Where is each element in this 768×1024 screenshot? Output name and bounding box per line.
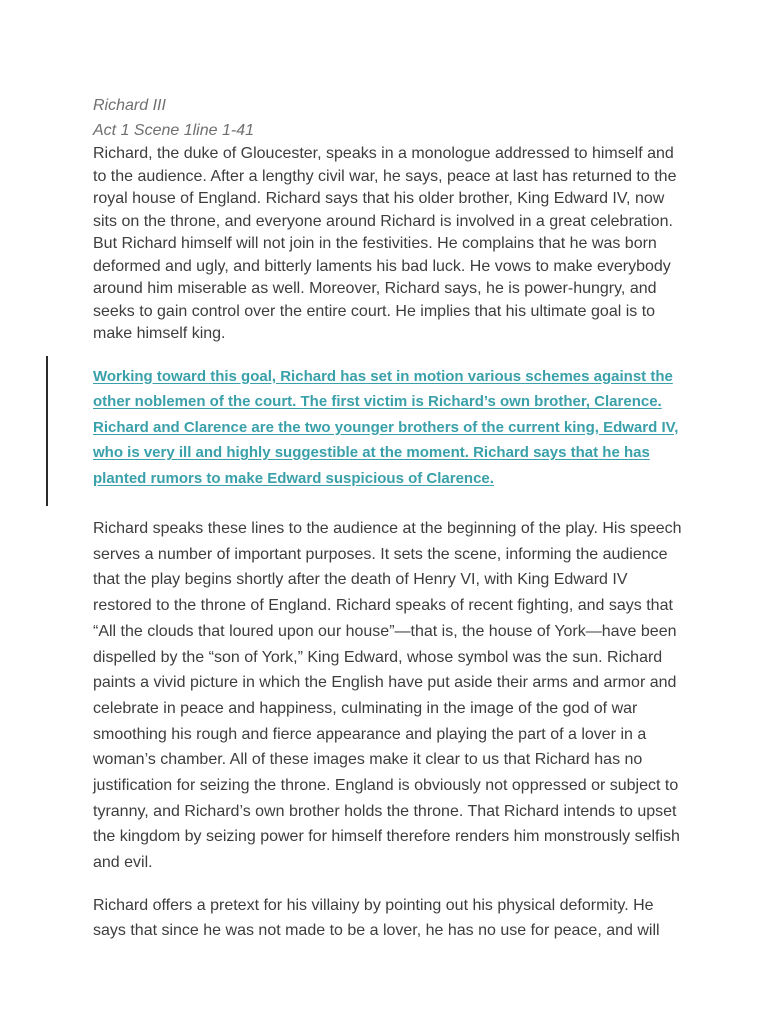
summary-paragraph-1: Richard, the duke of Gloucester, speaks in a monologue addressed to himself and to the audience. After a lengthy civil war, he says, peace at last has returned to the royal house of England. Richard says that his older brother, King Edward IV, now sits on the throne, and everyone around Richard is involved in a great celebration. But Richard himself will not join in the festivities. He complains that he was born deformed and ugly, and bitterly laments his bad luck. He vows to make everybody around him miserable as well. Moreover, Richard says, he is power-hungry, and seeks to gain control over the entire court. He implies that his ultimate goal is to make himself king. — [93, 145, 677, 342]
document-title: Richard III — [93, 97, 166, 114]
revision-margin-bar — [46, 356, 48, 506]
document-subtitle: Act 1 Scene 1line 1-41 — [93, 122, 254, 139]
analysis-paragraph-2: Richard offers a pretext for his villainy by pointing out his physical deformity. He says that since he was not made to be a lover, he has no use for peace, and will — [93, 896, 660, 940]
analysis-paragraph-1: Richard speaks these lines to the audience at the beginning of the play. His speech serves a number of important purposes. It sets the scene, informing the audience that the play begins shortly after the death of Henry VI, with King Edward IV restored to the throne of England. Richard speaks of recent fighting, and says that “All the clouds that loured upon our house”—that is, the house of York—have been dispelled by the “son of York,” King Edward, whose symbol was the sun. Richard paints a vivid picture in which the English have put aside their arms and armor and celebrate in peace and happiness, culminating in the image of the god of war smoothing his rough and fierce appearance and playing the part of a lover in a woman’s chamber. All of these images make it clear to us that Richard has no justification for seizing the throne. England is obviously not oppressed or subject to tyranny, and Richard’s own brother holds the throne. That Richard intends to upset the kingdom by seizing power for himself therefore renders him monstrously selfish and evil. — [93, 520, 682, 872]
highlighted-link-paragraph[interactable]: Working toward this goal, Richard has set in motion various schemes against the other noblemen of the court. The first victim is Richard’s own brother, Clarence. Richard and Clarence are the two younger brothers of the current king, Edward IV, who is very ill and highly suggestible at the moment. Richard says that he has planted rumors to make Edward suspicious of Clarence. — [93, 367, 679, 487]
document-page — [93, 93, 683, 944]
